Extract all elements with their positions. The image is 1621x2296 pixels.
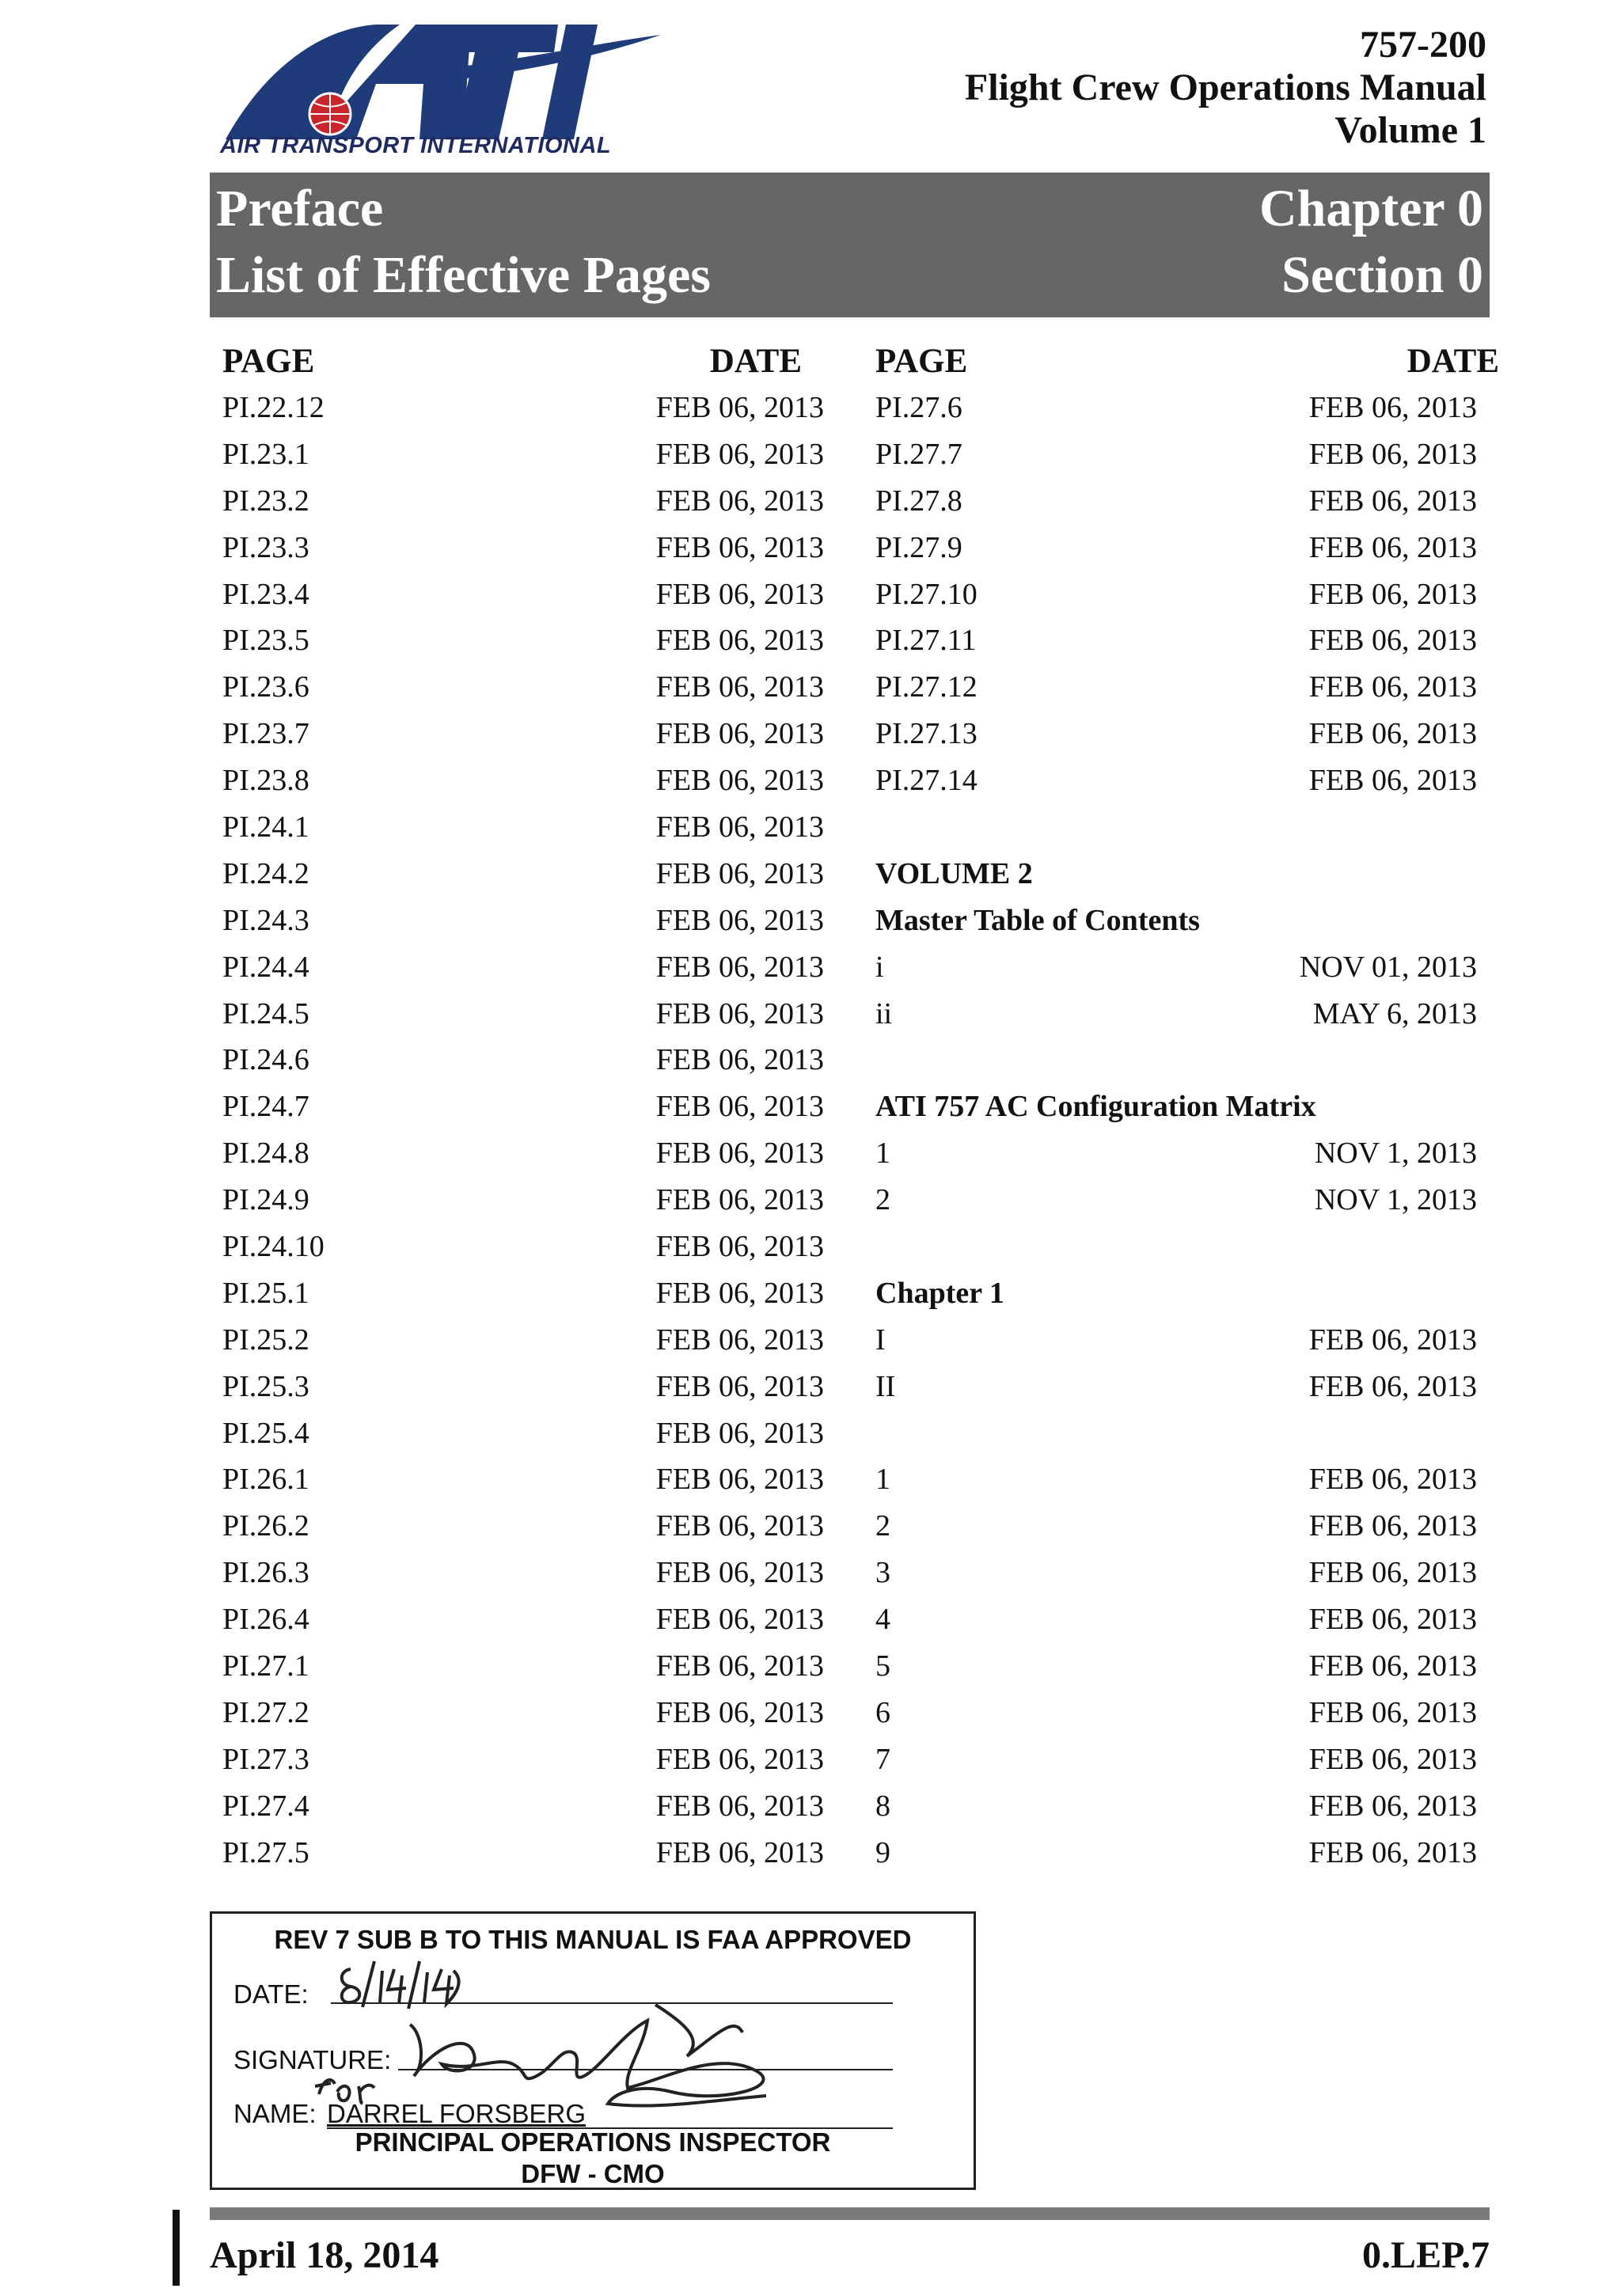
- date-cell: FEB 06, 2013: [655, 950, 824, 984]
- date-cell: FEB 06, 2013: [655, 1603, 824, 1637]
- table-header: [875, 342, 1499, 385]
- table-row: [222, 898, 824, 944]
- inspector-name: DARREL FORSBERG: [327, 2099, 587, 2128]
- date-cell: FEB 06, 2013: [655, 391, 824, 424]
- page-cell: PI.27.11: [875, 624, 977, 658]
- page-cell: PI.24.6: [222, 1043, 309, 1077]
- date-cell: FEB 06, 2013: [1308, 1835, 1477, 1869]
- page-cell: PI.25.4: [222, 1416, 309, 1450]
- column-header-date: DATE: [1407, 343, 1499, 380]
- page-cell: PI.24.9: [222, 1183, 309, 1217]
- page-cell: 3: [875, 1556, 890, 1590]
- page-cell: PI.27.9: [875, 530, 962, 564]
- table-row: [222, 804, 824, 851]
- date-cell: FEB 06, 2013: [655, 996, 824, 1030]
- lep-table-right: [875, 342, 1499, 1877]
- page-cell: PI.27.6: [875, 391, 962, 424]
- table-row: [222, 1503, 824, 1550]
- banner-section: Section 0: [1281, 246, 1483, 304]
- table-row: [875, 385, 1477, 431]
- table-row: [875, 898, 1477, 944]
- table-row: [875, 1177, 1477, 1224]
- table-row: [875, 804, 1477, 851]
- date-cell: MAY 6, 2013: [1312, 996, 1477, 1030]
- footer-date: April 18, 2014: [210, 2234, 439, 2276]
- table-row: [875, 1596, 1477, 1643]
- page-cell: PI.24.4: [222, 950, 309, 984]
- table-row: [875, 525, 1477, 571]
- date-cell: FEB 06, 2013: [1308, 670, 1477, 704]
- table-row: [875, 1783, 1477, 1830]
- date-cell: FEB 06, 2013: [655, 437, 824, 471]
- date-cell: FEB 06, 2013: [655, 1789, 824, 1823]
- date-cell: FEB 06, 2013: [655, 1183, 824, 1217]
- footer-rule: [210, 2207, 1490, 2220]
- date-cell: FEB 06, 2013: [1308, 530, 1477, 564]
- page-cell: VOLUME 2: [875, 856, 1033, 890]
- revision-bar: [173, 2210, 180, 2286]
- logo-caption: AIR TRANSPORT INTERNATIONAL: [220, 133, 612, 158]
- table-row: [875, 711, 1477, 757]
- date-cell: FEB 06, 2013: [1308, 437, 1477, 471]
- table-row: [222, 711, 824, 757]
- page-cell: PI.24.5: [222, 996, 309, 1030]
- table-row: [875, 1643, 1477, 1690]
- page-cell: ii: [875, 996, 893, 1030]
- date-cell: FEB 06, 2013: [1308, 1463, 1477, 1497]
- date-cell: FEB 06, 2013: [655, 1463, 824, 1497]
- approval-title: REV 7 SUB B TO THIS MANUAL IS FAA APPROVED: [274, 1925, 912, 1954]
- date-cell: FEB 06, 2013: [655, 1509, 824, 1543]
- page-cell: PI.27.10: [875, 577, 978, 611]
- page-cell: 2: [875, 1509, 890, 1543]
- table-row: [222, 991, 824, 1038]
- footer-page-number: 0.LEP.7: [1362, 2234, 1490, 2276]
- page-cell: PI.27.7: [875, 437, 962, 471]
- page-cell: PI.26.1: [222, 1463, 309, 1497]
- page-cell: PI.22.12: [222, 391, 325, 424]
- page-cell: PI.27.3: [222, 1742, 309, 1776]
- page-cell: PI.27.12: [875, 670, 978, 704]
- date-cell: FEB 06, 2013: [655, 1649, 824, 1683]
- date-cell: NOV 1, 2013: [1314, 1137, 1477, 1171]
- page-cell: ATI 757 AC Configuration Matrix: [875, 1090, 1316, 1124]
- inspector-role: PRINCIPAL OPERATIONS INSPECTOR: [355, 2127, 831, 2157]
- table-row: [875, 1270, 1477, 1317]
- date-cell: FEB 06, 2013: [655, 856, 824, 890]
- page-cell: PI.23.3: [222, 530, 309, 564]
- date-cell: FEB 06, 2013: [655, 717, 824, 751]
- table-row: [875, 1364, 1477, 1410]
- table-row: [222, 1690, 824, 1736]
- table-row: [222, 757, 824, 804]
- page-cell: PI.26.3: [222, 1556, 309, 1590]
- date-cell: FEB 06, 2013: [1308, 1789, 1477, 1823]
- page-cell: PI.25.1: [222, 1276, 309, 1310]
- table-row: [875, 571, 1477, 618]
- table-row: [222, 385, 824, 431]
- table-row: [222, 1364, 824, 1410]
- table-row: [222, 1456, 824, 1503]
- page-cell: Chapter 1: [875, 1276, 1004, 1310]
- date-cell: FEB 06, 2013: [655, 1137, 824, 1171]
- date-cell: FEB 06, 2013: [655, 1416, 824, 1450]
- table-row: [222, 1550, 824, 1596]
- table-row: [222, 664, 824, 711]
- page-cell: 1: [875, 1137, 890, 1171]
- table-row: [222, 1783, 824, 1830]
- column-header-date: DATE: [709, 343, 802, 380]
- date-cell: FEB 06, 2013: [1308, 391, 1477, 424]
- page-cell: PI.24.3: [222, 903, 309, 937]
- date-cell: FEB 06, 2013: [655, 1043, 824, 1077]
- page-cell: PI.23.4: [222, 577, 309, 611]
- page-cell: PI.23.5: [222, 624, 309, 658]
- page-cell: PI.24.1: [222, 810, 309, 844]
- table-row: [875, 757, 1477, 804]
- manual-title: Flight Crew Operations Manual: [964, 66, 1486, 108]
- inspector-office: DFW - CMO: [521, 2159, 665, 2188]
- page-cell: 1: [875, 1463, 890, 1497]
- table-row: [222, 1177, 824, 1224]
- date-cell: FEB 06, 2013: [1308, 624, 1477, 658]
- date-cell: FEB 06, 2013: [655, 577, 824, 611]
- table-row: [875, 431, 1477, 478]
- date-line: [331, 2002, 893, 2004]
- date-cell: FEB 06, 2013: [1308, 1695, 1477, 1729]
- banner-chapter: Chapter 0: [1259, 180, 1483, 237]
- aircraft-model: 757-200: [1360, 24, 1486, 66]
- table-body-right: [875, 385, 1477, 1877]
- table-header: [222, 342, 824, 385]
- date-cell: FEB 06, 2013: [655, 810, 824, 844]
- date-cell: FEB 06, 2013: [655, 1556, 824, 1590]
- date-cell: FEB 06, 2013: [655, 903, 824, 937]
- page-cell: PI.27.5: [222, 1835, 309, 1869]
- page-cell: PI.24.8: [222, 1137, 309, 1171]
- date-cell: FEB 06, 2013: [1308, 1603, 1477, 1637]
- page-cell: Master Table of Contents: [875, 903, 1200, 937]
- table-row: [875, 1503, 1477, 1550]
- date-cell: FEB 06, 2013: [655, 530, 824, 564]
- banner-title: List of Effective Pages: [216, 246, 711, 304]
- date-cell: FEB 06, 2013: [1308, 1649, 1477, 1683]
- lep-table-left: [222, 342, 824, 1877]
- volume-label: Volume 1: [1334, 109, 1486, 151]
- page-cell: PI.26.4: [222, 1603, 309, 1637]
- page-cell: 6: [875, 1695, 890, 1729]
- date-cell: FEB 06, 2013: [1308, 764, 1477, 798]
- table-row: [875, 664, 1477, 711]
- page-cell: PI.23.6: [222, 670, 309, 704]
- page-cell: PI.23.1: [222, 437, 309, 471]
- table-row: [222, 1037, 824, 1083]
- table-row: [875, 1317, 1477, 1364]
- date-cell: FEB 06, 2013: [655, 1742, 824, 1776]
- table-row: [222, 1736, 824, 1783]
- table-row: [222, 1130, 824, 1177]
- table-row: [875, 1830, 1477, 1877]
- page-cell: PI.25.3: [222, 1369, 309, 1403]
- table-row: [222, 851, 824, 898]
- page-cell: PI.24.2: [222, 856, 309, 890]
- table-row: [222, 1410, 824, 1457]
- table-row: [875, 1690, 1477, 1736]
- table-row: [222, 1270, 824, 1317]
- date-cell: FEB 06, 2013: [1308, 1369, 1477, 1403]
- table-row: [222, 1317, 824, 1364]
- page-cell: PI.27.13: [875, 717, 978, 751]
- date-cell: NOV 01, 2013: [1299, 950, 1477, 984]
- date-cell: FEB 06, 2013: [655, 1230, 824, 1264]
- table-row: [222, 944, 824, 991]
- table-row: [222, 617, 824, 664]
- document-header: [965, 24, 1486, 152]
- date-cell: FEB 06, 2013: [655, 624, 824, 658]
- date-cell: FEB 06, 2013: [1308, 484, 1477, 518]
- date-cell: FEB 06, 2013: [655, 1323, 824, 1357]
- page-cell: 4: [875, 1603, 890, 1637]
- page-cell: PI.24.7: [222, 1090, 309, 1124]
- page-cell: PI.27.4: [222, 1789, 309, 1823]
- page-cell: PI.27.2: [222, 1695, 309, 1729]
- date-cell: FEB 06, 2013: [1308, 1742, 1477, 1776]
- date-cell: NOV 1, 2013: [1314, 1183, 1477, 1217]
- table-row: [875, 1224, 1477, 1270]
- page-cell: 2: [875, 1183, 890, 1217]
- faa-approval-stamp: [210, 1911, 976, 2190]
- table-row: [222, 1596, 824, 1643]
- banner-preface: Preface: [216, 180, 384, 237]
- name-label: NAME:: [233, 2099, 317, 2128]
- table-row: [875, 478, 1477, 525]
- table-row: [875, 1410, 1477, 1457]
- page-cell: I: [875, 1323, 886, 1357]
- date-cell: FEB 06, 2013: [1308, 1556, 1477, 1590]
- table-row: [222, 1830, 824, 1877]
- table-row: [875, 991, 1477, 1038]
- table-body-left: [222, 385, 824, 1877]
- page-cell: 8: [875, 1789, 890, 1823]
- table-row: [222, 1224, 824, 1270]
- signature-line: [398, 2069, 893, 2070]
- page-cell: PI.27.1: [222, 1649, 309, 1683]
- page-cell: 9: [875, 1835, 890, 1869]
- table-row: [875, 1736, 1477, 1783]
- page-cell: PI.23.8: [222, 764, 309, 798]
- page-cell: II: [875, 1369, 896, 1403]
- table-row: [875, 1550, 1477, 1596]
- column-header-page: PAGE: [222, 343, 315, 380]
- date-cell: FEB 06, 2013: [655, 1835, 824, 1869]
- page-cell: PI.25.2: [222, 1323, 309, 1357]
- page-cell: PI.27.14: [875, 764, 978, 798]
- table-row: [222, 478, 824, 525]
- table-row: [875, 944, 1477, 991]
- signature-label: SIGNATURE:: [233, 2045, 392, 2074]
- date-cell: FEB 06, 2013: [655, 1276, 824, 1310]
- date-cell: FEB 06, 2013: [1308, 1509, 1477, 1543]
- date-cell: FEB 06, 2013: [655, 670, 824, 704]
- table-row: [222, 525, 824, 571]
- table-row: [875, 851, 1477, 898]
- date-cell: FEB 06, 2013: [1308, 1323, 1477, 1357]
- date-cell: FEB 06, 2013: [655, 1090, 824, 1124]
- table-row: [875, 1037, 1477, 1083]
- page-cell: i: [875, 950, 884, 984]
- table-row: [875, 1083, 1477, 1130]
- date-cell: FEB 06, 2013: [655, 484, 824, 518]
- page-cell: PI.23.7: [222, 717, 309, 751]
- date-cell: FEB 06, 2013: [655, 1369, 824, 1403]
- table-row: [222, 1643, 824, 1690]
- page-cell: PI.24.10: [222, 1230, 325, 1264]
- page-cell: PI.23.2: [222, 484, 309, 518]
- table-row: [875, 1130, 1477, 1177]
- page-cell: PI.27.8: [875, 484, 962, 518]
- page-cell: 5: [875, 1649, 890, 1683]
- date-cell: FEB 06, 2013: [1308, 577, 1477, 611]
- page-cell: 7: [875, 1742, 890, 1776]
- date-cell: FEB 06, 2013: [1308, 717, 1477, 751]
- date-label: DATE:: [233, 1979, 309, 2009]
- table-row: [222, 1083, 824, 1130]
- date-cell: FEB 06, 2013: [655, 764, 824, 798]
- table-row: [222, 431, 824, 478]
- date-cell: FEB 06, 2013: [655, 1695, 824, 1729]
- page-cell: PI.26.2: [222, 1509, 309, 1543]
- table-row: [875, 617, 1477, 664]
- table-row: [222, 571, 824, 618]
- table-row: [875, 1456, 1477, 1503]
- column-header-page: PAGE: [875, 343, 968, 380]
- section-banner: [210, 173, 1490, 317]
